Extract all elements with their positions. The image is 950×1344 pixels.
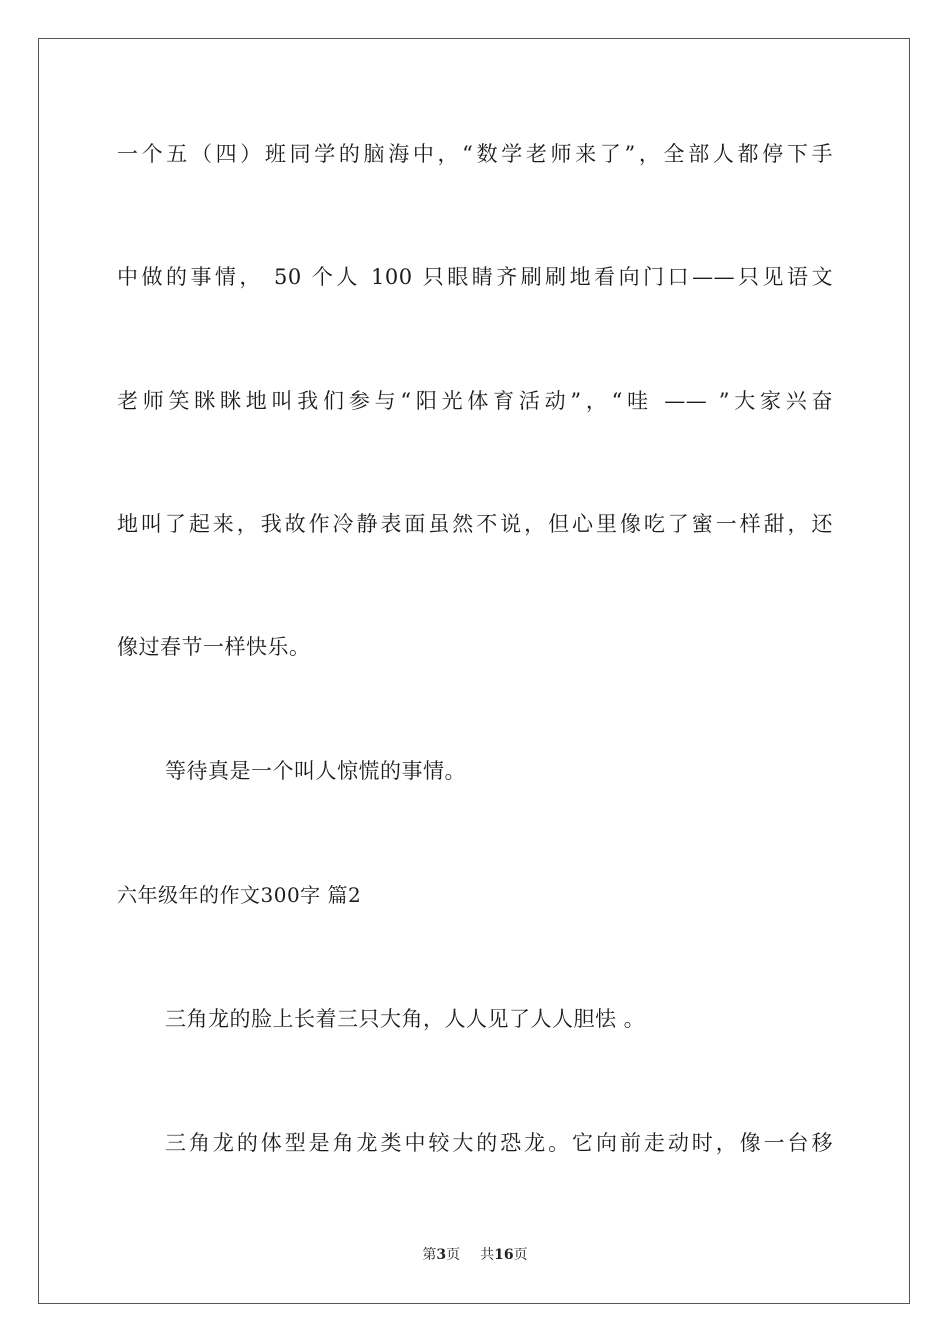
footer-prefix: 第 <box>422 1247 437 1263</box>
footer-total-prefix: 共 <box>480 1247 495 1263</box>
paragraph-line: 三角龙的体型是角龙类中较大的恐龙。它向前走动时，像一台移 <box>165 1131 833 1155</box>
page-footer <box>0 1245 950 1265</box>
text-line: 一个五（四）班同学的脑海中，“数学老师来了”，全部人都停下手 <box>117 142 833 166</box>
footer-total-suffix: 页 <box>513 1247 528 1263</box>
text-line: 像过春节一样快乐。 <box>117 635 311 659</box>
footer-page-suffix: 页 <box>446 1247 461 1263</box>
text-line: 老师笑眯眯地叫我们参与“阳光体育活动”，“哇 —— ”大家兴奋 <box>117 389 833 413</box>
text-line: 中做的事情， 50 个人 100 只眼睛齐刷刷地看向门口——只见语文 <box>117 265 833 289</box>
text-line: 地叫了起来，我故作冷静表面虽然不说，但心里像吃了蜜一样甜，还 <box>117 512 833 536</box>
paragraph-line: 等待真是一个叫人惊慌的事情。 <box>165 759 466 783</box>
current-page-number: 3 <box>436 1247 447 1263</box>
total-page-count: 16 <box>494 1247 514 1263</box>
paragraph-line: 三角龙的脸上长着三只大角，人人见了人人胆怯 。 <box>165 1007 646 1031</box>
page-frame <box>38 38 910 1304</box>
section-heading: 六年级年的作文300字 篇2 <box>117 883 362 907</box>
